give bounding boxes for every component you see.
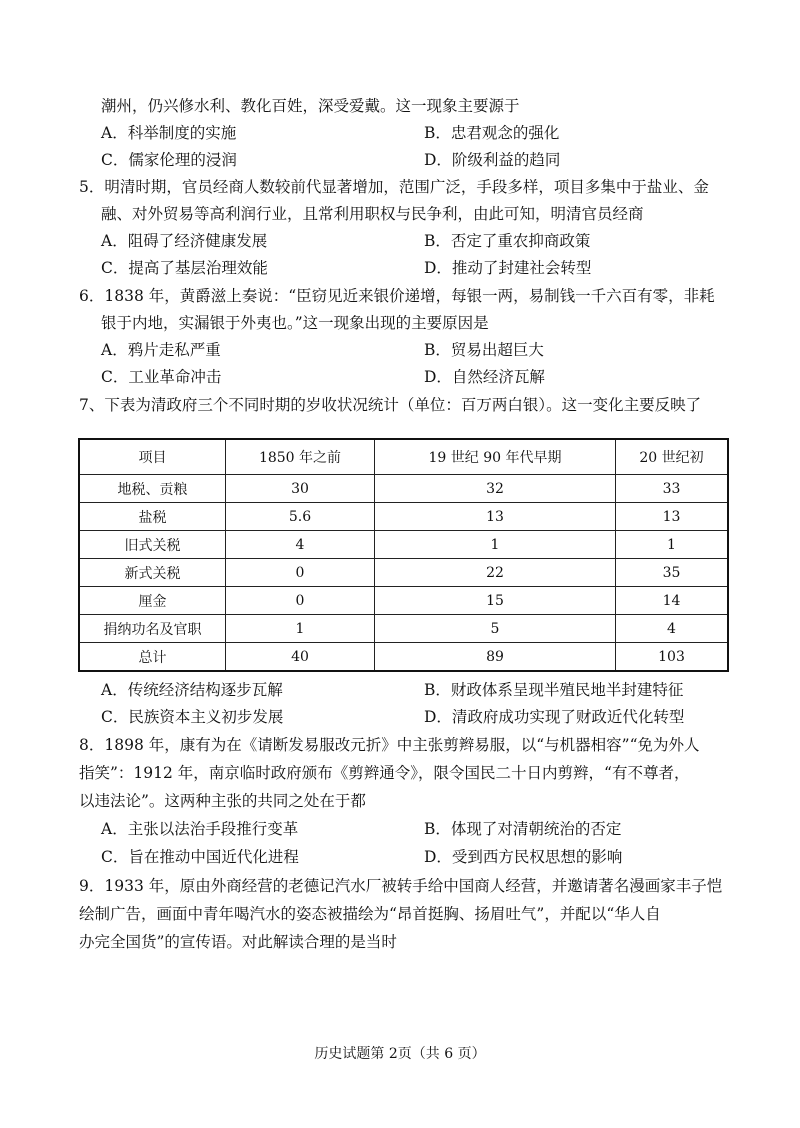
- q7-stem: 7、下表为清政府三个不同时期的岁收状况统计（单位：百万两白银）。这一变化主要反映了: [79, 396, 702, 414]
- q8-stem-line-3: 以违法论”。这两种主张的共同之处在于都: [79, 792, 366, 810]
- table-row-total: [79, 643, 728, 672]
- q7-option-d: D．清政府成功实现了财政近代化转型: [424, 708, 685, 726]
- table-cell: 4: [616, 615, 729, 643]
- q4-option-c: C．儒家伦理的浸润: [101, 151, 237, 169]
- table-cell: 40: [226, 643, 375, 672]
- table-cell: 35: [616, 559, 729, 587]
- table-cell: 14: [616, 587, 729, 615]
- table-header-1890s: 19 世纪 90 年代早期: [375, 439, 616, 475]
- table-cell: 30: [226, 475, 375, 503]
- table-row: [79, 503, 728, 531]
- q9-stem-line-2: 绘制广告，画面中青年喝汽水的姿态被描绘为“昂首挺胸、扬眉吐气”，并配以“华人自: [79, 905, 661, 923]
- table-cell: 新式关税: [79, 559, 226, 587]
- table-cell: 103: [616, 643, 729, 672]
- q5-option-d: D．推动了封建社会转型: [424, 259, 592, 277]
- q7-option-c: C．民族资本主义初步发展: [101, 708, 284, 726]
- q5-option-a: A．阻碍了经济健康发展: [101, 232, 268, 250]
- table-cell: 32: [375, 475, 616, 503]
- q6-option-b: B．贸易出超巨大: [424, 341, 544, 359]
- table-cell: 4: [226, 531, 375, 559]
- table-header-row: [79, 439, 728, 475]
- table-cell: 1: [375, 531, 616, 559]
- q4-option-d: D．阶级利益的趋同: [424, 151, 561, 169]
- q5-stem-line-1: 5．明清时期，官员经商人数较前代显著增加，范围广泛，手段多样，项目多集中于盐业、金: [79, 178, 709, 196]
- table-cell: 33: [616, 475, 729, 503]
- q4-option-b: B．忠君观念的强化: [424, 124, 560, 142]
- table-cell: 22: [375, 559, 616, 587]
- q9-stem-line-3: 办完全国货”的宣传语。对此解读合理的是当时: [79, 933, 397, 951]
- table-row: [79, 531, 728, 559]
- q6-stem-line-1: 6．1838 年，黄爵滋上奏说：“臣窃见近来银价递增，每银一两，易制钱一千六百有零，非耗: [79, 287, 715, 305]
- table-cell: 旧式关税: [79, 531, 226, 559]
- table-cell: 盐税: [79, 503, 226, 531]
- q8-option-d: D．受到西方民权思想的影响: [424, 848, 623, 866]
- q5-option-b: B．否定了重农抑商政策: [424, 232, 591, 250]
- table-cell: 厘金: [79, 587, 226, 615]
- table-cell: 13: [375, 503, 616, 531]
- table-row: [79, 587, 728, 615]
- table-row: [79, 559, 728, 587]
- q5-option-c: C．提高了基层治理效能: [101, 259, 268, 277]
- table-cell: 89: [375, 643, 616, 672]
- table-cell: 1: [616, 531, 729, 559]
- table-cell: 13: [616, 503, 729, 531]
- table-cell: 总计: [79, 643, 226, 672]
- q7-option-a: A．传统经济结构逐步瓦解: [101, 681, 283, 699]
- q8-stem-line-2: 指笑”：1912 年，南京临时政府颁布《剪辫通令》，限令国民二十日内剪辫，“有不尊者，: [79, 764, 690, 782]
- table-header-1900s: 20 世纪初: [616, 439, 729, 475]
- table-row: [79, 475, 728, 503]
- table-cell: 5.6: [226, 503, 375, 531]
- page-footer: 历史试题第 2页（共 6 页）: [314, 1046, 486, 1062]
- table-cell: 捐纳功名及官职: [79, 615, 226, 643]
- q9-stem-line-1: 9．1933 年，原由外商经营的老德记汽水厂被转手给中国商人经营，并邀请著名漫画家丰子恺: [79, 877, 723, 895]
- table-cell: 0: [226, 559, 375, 587]
- q8-option-a: A．主张以法治手段推行变革: [101, 820, 299, 838]
- q6-stem-line-2: 银于内地，实漏银于外夷也。”这一现象出现的主要原因是: [101, 314, 489, 332]
- table-cell: 5: [375, 615, 616, 643]
- q5-stem-line-2: 融、对外贸易等高利润行业，且常利用职权与民争利，由此可知，明清官员经商: [101, 205, 644, 223]
- q8-option-c: C．旨在推动中国近代化进程: [101, 848, 299, 866]
- table-header-item: 项目: [79, 439, 226, 475]
- q6-option-a: A．鸦片走私严重: [101, 341, 221, 359]
- table-row: [79, 615, 728, 643]
- table-header-pre-1850: 1850 年之前: [226, 439, 375, 475]
- table-cell: 15: [375, 587, 616, 615]
- q4-option-a: A．科举制度的实施: [101, 124, 237, 142]
- q8-stem-line-1: 8．1898 年，康有为在《请断发易服改元折》中主张剪辫易服，以“与机器相容”“免为外人: [79, 736, 700, 754]
- q6-option-c: C．工业革命冲击: [101, 368, 222, 386]
- q8-option-b: B．体现了对清朝统治的否定: [424, 820, 622, 838]
- table-cell: 0: [226, 587, 375, 615]
- table-cell: 1: [226, 615, 375, 643]
- revenue-table: [78, 438, 729, 672]
- q7-option-b: B．财政体系呈现半殖民地半封建特征: [424, 681, 684, 699]
- table-cell: 地税、贡粮: [79, 475, 226, 503]
- q4-stem: 潮州，仍兴修水利、教化百姓，深受爱戴。这一现象主要源于: [101, 97, 520, 115]
- q6-option-d: D．自然经济瓦解: [424, 368, 545, 386]
